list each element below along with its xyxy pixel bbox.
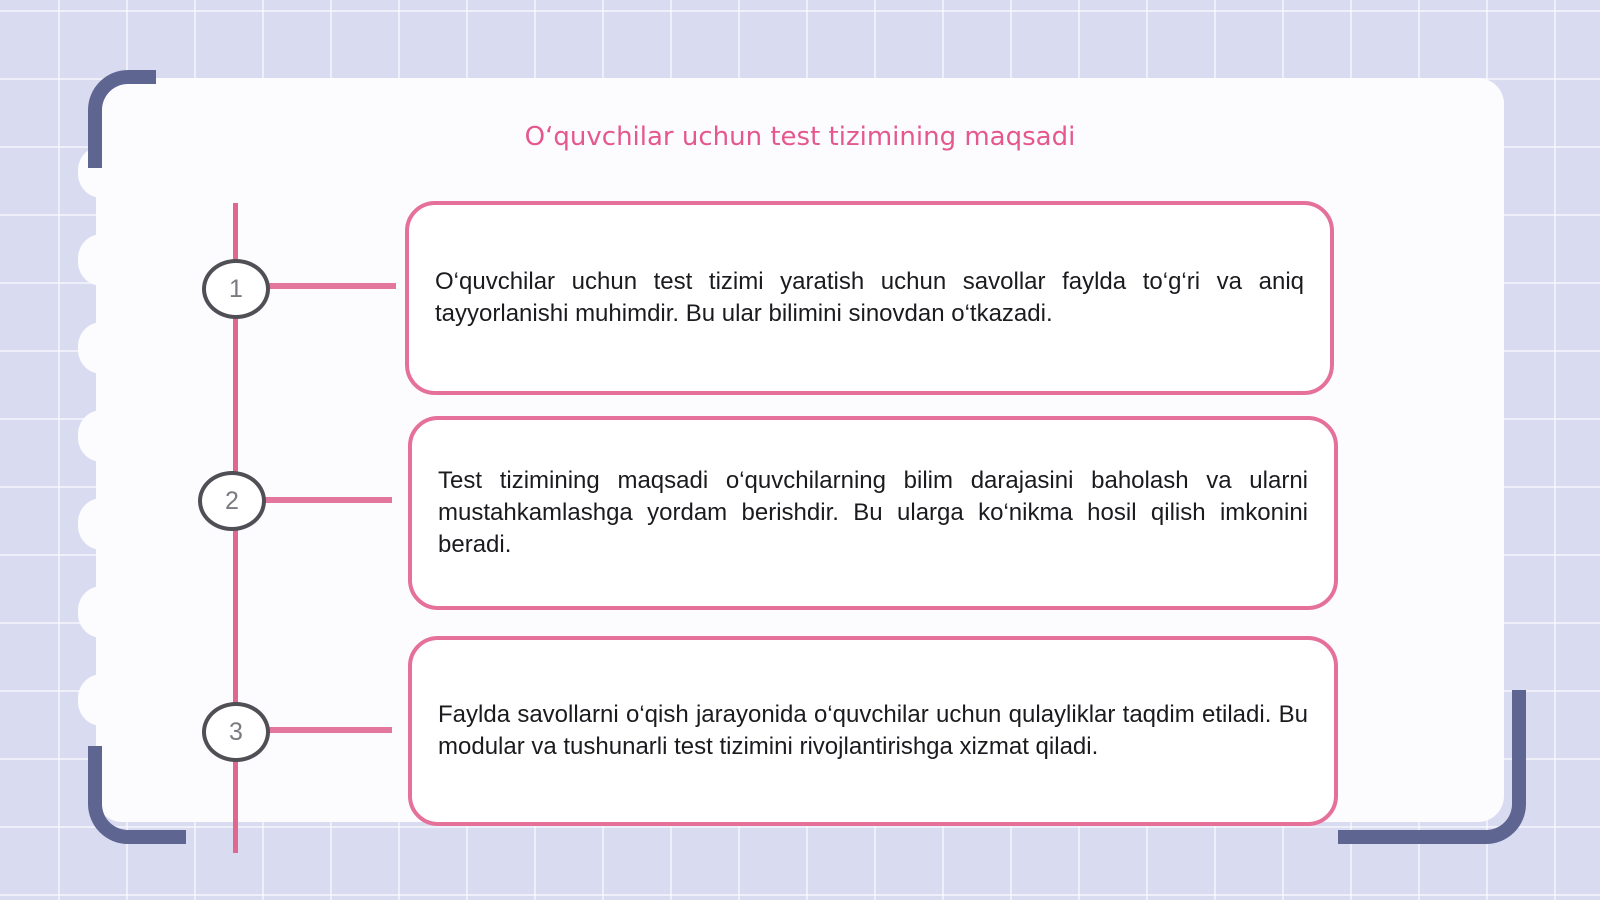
text-box-2 [408,416,1338,610]
timeline-connector [262,497,392,503]
text-box-content: Test tizimining maqsadi o‘quvchilarning bilim darajasini baholash va ularni mustahkamlashga yordam berishdir. Bu ularga ko‘nikma hosil qilish imkonini beradi. [438,467,1308,558]
text-box-content: Faylda savollarni o‘qish jarayonida o‘quvchilar uchun qulayliklar taqdim etiladi. Bu modular va tushunarli test tizimini rivojlantirishga xizmat qiladi. [438,701,1308,760]
card-scallop [78,674,126,726]
corner-bracket-top-left [88,70,156,168]
text-box-3 [408,636,1338,826]
text-box-content: O‘quvchilar uchun test tizimi yaratish uchun savollar faylda to‘g‘ri va aniq tayyorlanishi muhimdir. Bu ular bilimini sinovdan o‘tkazadi. [435,268,1304,327]
text-box-1 [405,201,1334,395]
card-scallop [78,322,126,374]
step-number-badge: 2 [198,471,266,531]
card-scallop [78,410,126,462]
card-scallop [78,586,126,638]
slide-title: O‘quvchilar uchun test tizimining maqsadi [524,122,1076,152]
corner-bracket-bottom-right [1338,690,1526,844]
timeline-connector [266,283,396,289]
timeline-connector [266,727,392,733]
step-number-badge: 1 [202,259,270,319]
step-number-badge: 3 [202,702,270,762]
corner-bracket-bottom-left [88,746,186,844]
card-scallop [78,498,126,550]
card-scallop [78,234,126,286]
